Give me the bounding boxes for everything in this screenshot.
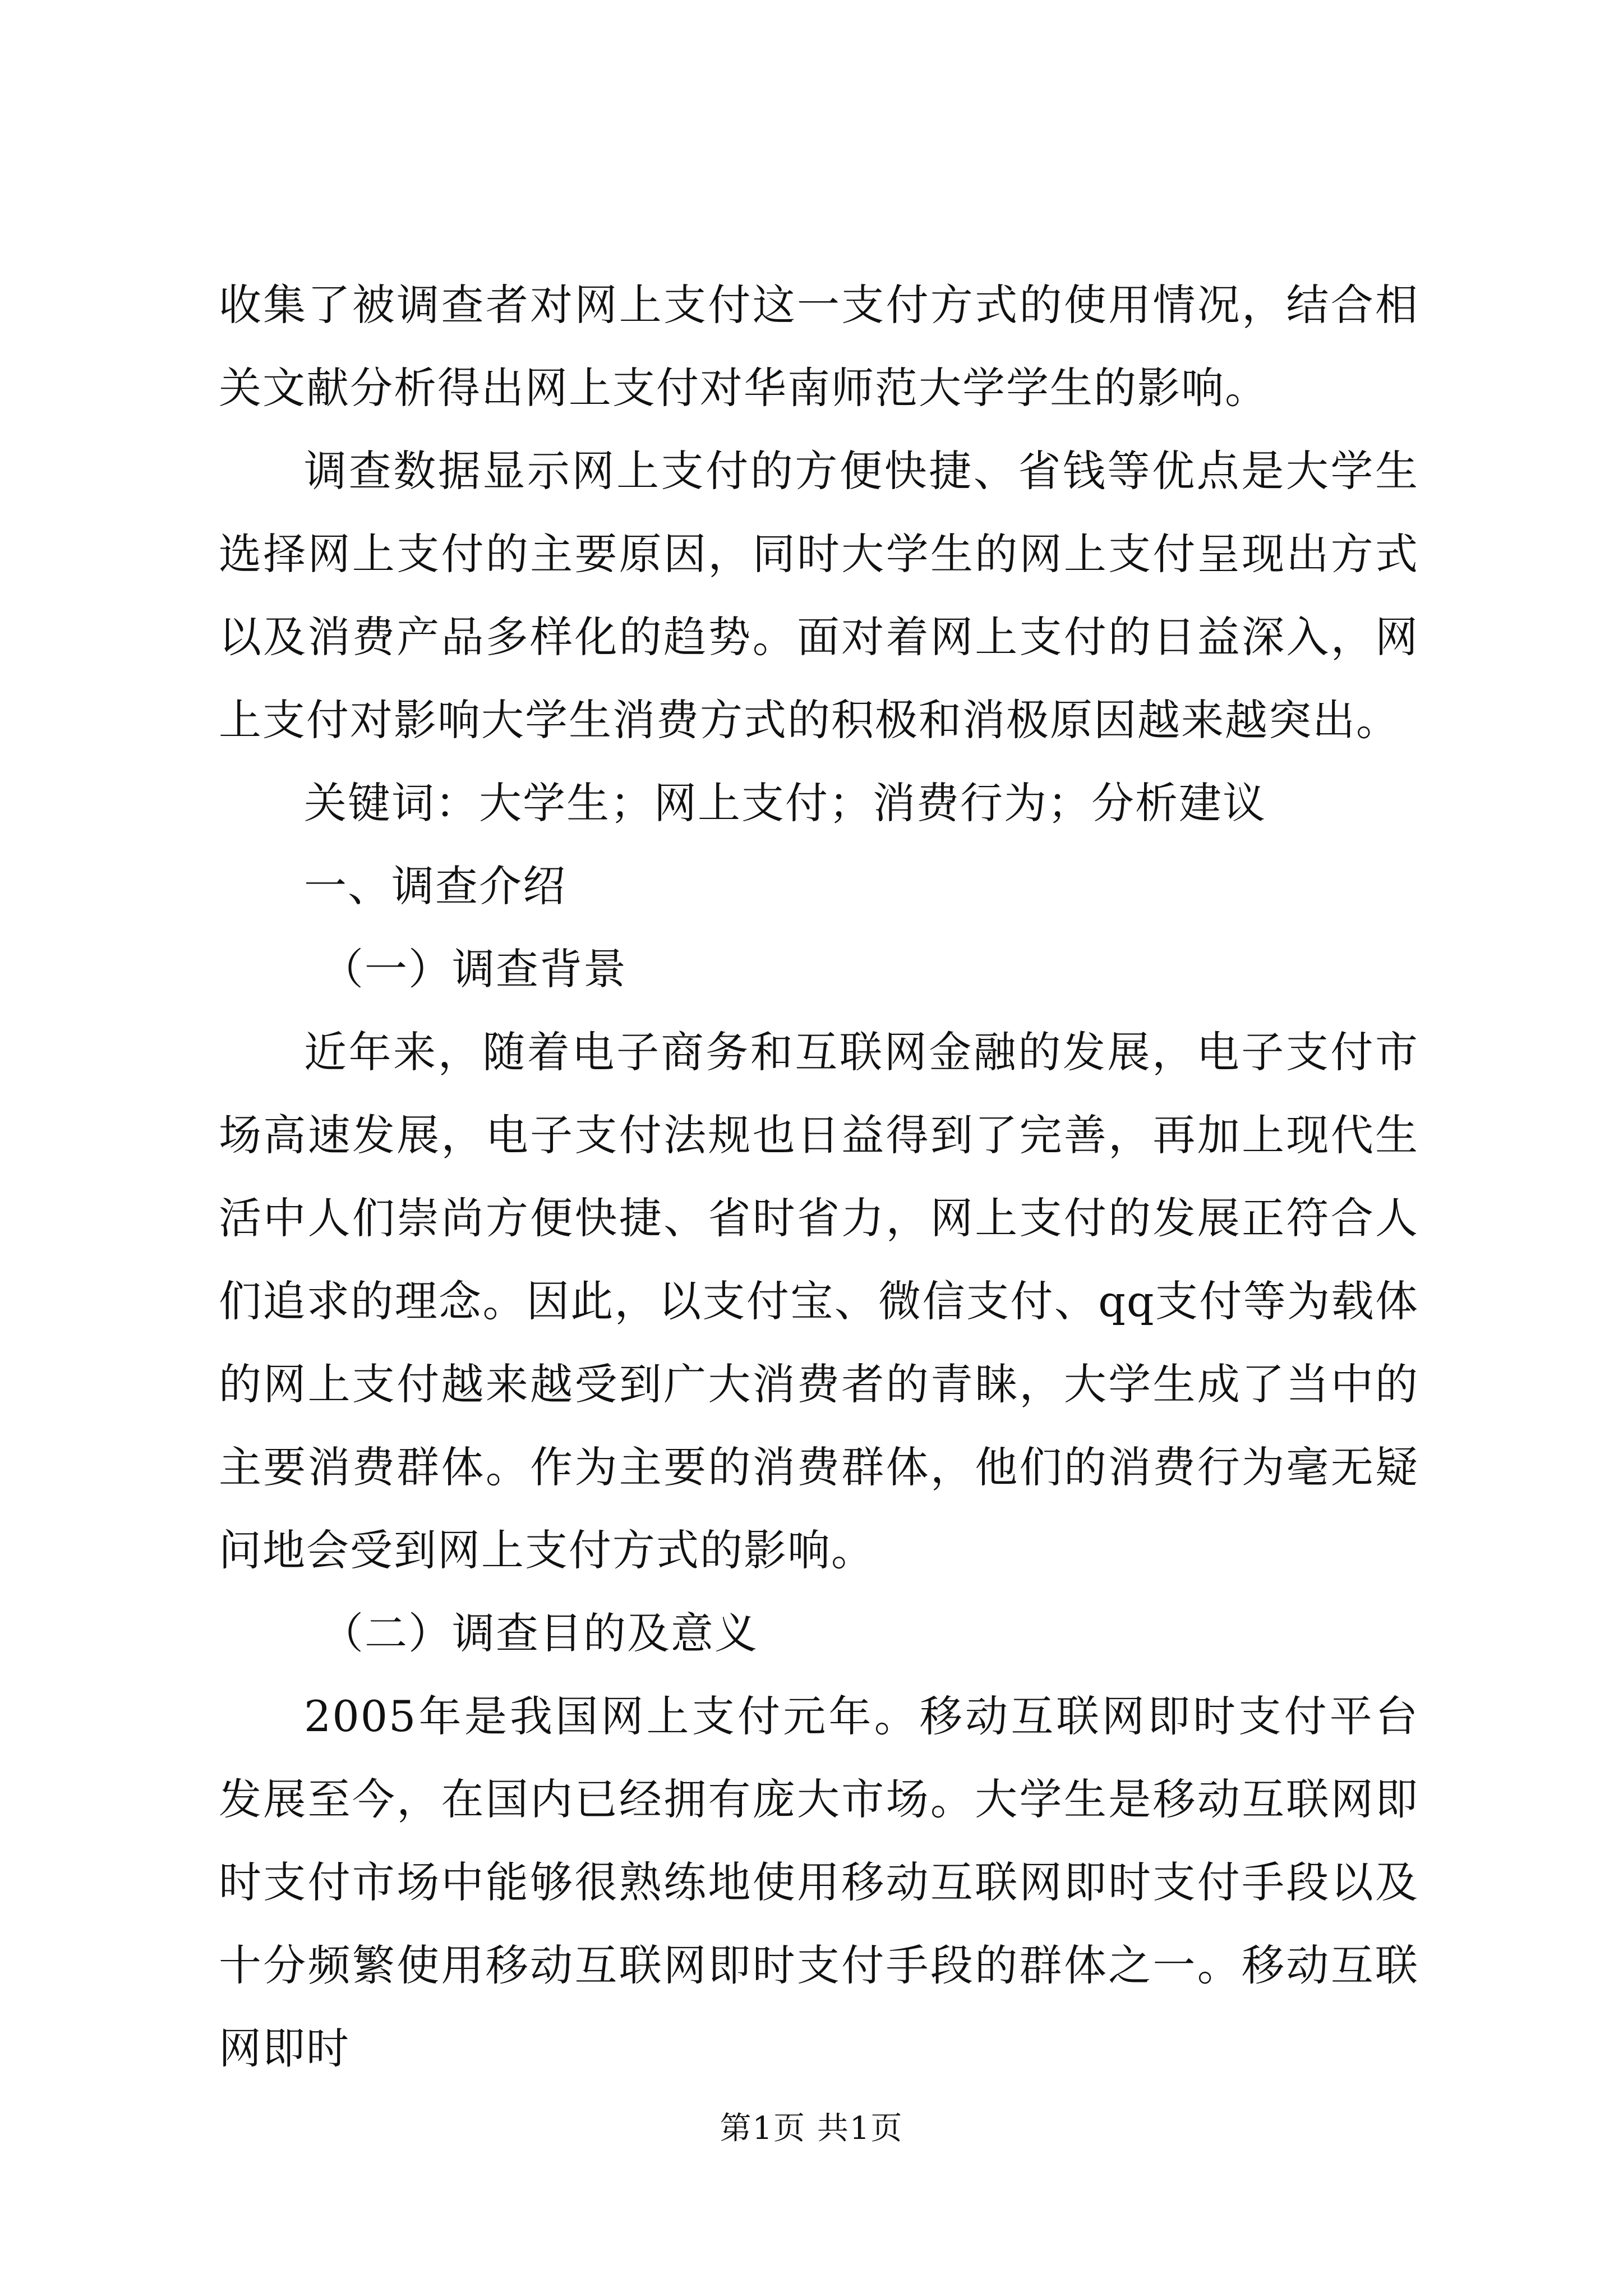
document-body — [219, 264, 1419, 2090]
paragraph-purpose: 2005年是我国网上支付元年。移动互联网即时支付平台发展至今，在国内已经拥有庞大市场。大学生是移动互联网即时支付市场中能够很熟练地使用移动互联网即时支付手段以及十分频繁使用移动互联网即时支付手段的群体之一。移动互联网即时 — [219, 1691, 1419, 2073]
page-footer: 第1页 共1页 — [720, 2110, 903, 2147]
subsection-heading-background: （一）调查背景 — [321, 944, 627, 994]
paragraph-intro-continued: 收集了被调查者对网上支付这一支付方式的使用情况，结合相关文献分析得出网上支付对华南师范大学学生的影响。 — [219, 280, 1419, 413]
paragraph-background: 近年来，随着电子商务和互联网金融的发展，电子支付市场高速发展，电子支付法规也日益得到了完善，再加上现代生活中人们崇尚方便快捷、省时省力，网上支付的发展正符合人们追求的理念。因此，以支付宝、微信支付、qq支付等为载体的网上支付越来越受到广大消费者的青睐，大学生成了当中的主要消费群体。作为主要的消费群体，他们的消费行为毫无疑问地会受到网上支付方式的影响。 — [219, 1027, 1419, 1575]
subsection-heading-purpose: （二）调查目的及意义 — [321, 1608, 758, 1658]
paragraph-survey-findings: 调查数据显示网上支付的方便快捷、省钱等优点是大学生选择网上支付的主要原因，同时大学生的网上支付呈现出方式以及消费产品多样化的趋势。面对着网上支付的日益深入，网上支付对影响大学生消费方式的积极和消极原因越来越突出。 — [219, 446, 1419, 745]
keywords: 关键词：大学生；网上支付；消费行为；分析建议 — [304, 778, 1266, 828]
section-heading-survey-introduction: 一、调查介绍 — [304, 861, 566, 911]
